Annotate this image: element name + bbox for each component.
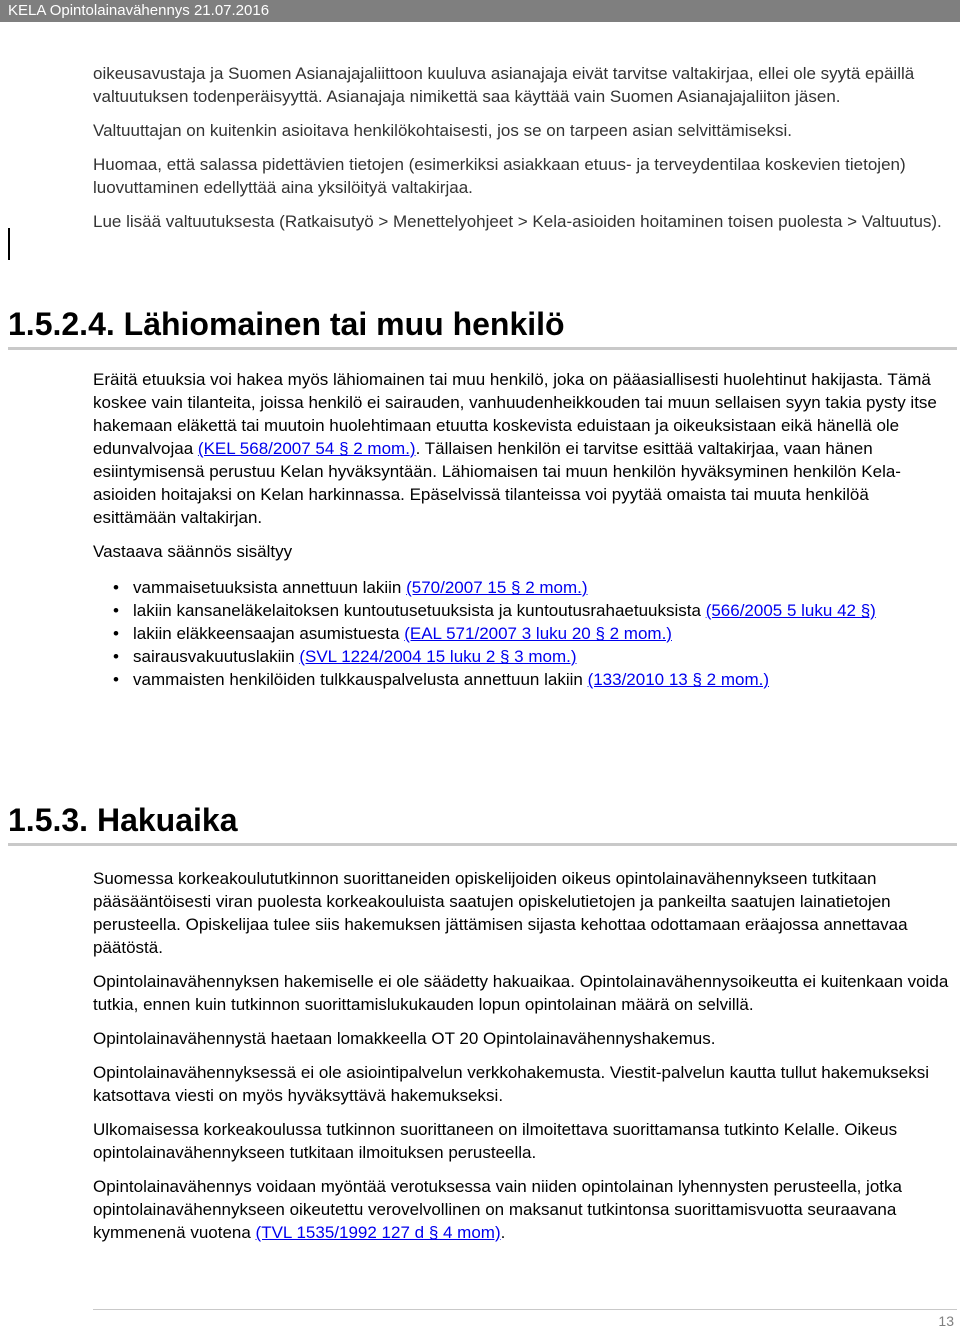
law-link[interactable]: (SVL 1224/2004 15 luku 2 § 3 mom.): [299, 647, 577, 666]
section2-paragraph-3: Opintolainavähennystä haetaan lomakkeella OT 20 Opintolainavähennyshakemus.: [93, 1029, 716, 1048]
list-item-text: lakiin eläkkeensaajan asumistuesta: [133, 624, 405, 643]
section2-body: [93, 867, 955, 1255]
list-item: [93, 599, 955, 622]
section2-paragraph-4: Opintolainavähennyksessä ei ole asiointipalvelun verkkohakemusta. Viestit-palvelun kautta tullut hakemukseksi katsottava viesti on myös hyväksyttävä hakemukseksi.: [93, 1063, 929, 1105]
intro-block: [93, 62, 953, 244]
law-list: [93, 576, 955, 691]
bullet: •: [113, 624, 119, 643]
law-link[interactable]: (133/2010 13 § 2 mom.): [587, 670, 770, 689]
section1-body: [93, 368, 955, 691]
section-heading-block: [8, 304, 957, 350]
law-link[interactable]: (570/2007 15 § 2 mom.): [406, 578, 588, 597]
section2-paragraph-1: Suomessa korkeakoulututkinnon suorittaneiden opiskelijoiden oikeus opintolainavähennykseen tutkitaan pääsääntöisesti viran puolesta korkeakouluista saatujen opiskelutietojen ja pankeilta saatujen lainatietojen perusteella. Opiskelijaa tulee siis hakemuksen jättämisen sijasta kehottaa odottamaan eräajossa annettavaa päätöstä.: [93, 869, 908, 957]
list-item-text: vammaisten henkilöiden tulkkauspalvelusta annettuun lakiin: [133, 670, 588, 689]
list-item: [93, 622, 955, 645]
law-link[interactable]: (EAL 571/2007 3 luku 20 § 2 mom.): [404, 624, 672, 643]
intro-paragraph-2: Valtuuttajan on kuitenkin asioitava henkilökohtaisesti, jos se on tarpeen asian selvittämiseksi.: [93, 121, 792, 140]
list-item-text: lakiin kansaneläkelaitoksen kuntoutusetuuksista ja kuntoutusrahaetuuksista: [133, 601, 706, 620]
bullet: •: [113, 578, 119, 597]
list-item-text: sairausvakuutuslakiin: [133, 647, 300, 666]
intro-paragraph-3: Huomaa, että salassa pidettävien tietojen (esimerkiksi asiakkaan etuus- ja terveydentilaa koskevien tietojen) luovuttaminen edellyttää aina yksilöityä valtakirjaa.: [93, 155, 906, 197]
bullet: •: [113, 647, 119, 666]
section1-p1-text-a: Eräitä etuuksia voi hakea myös lähiomainen tai muu henkilö, joka on pääasiallisesti huolehtinut hakijasta. Tämä koskee vain tilanteita, joissa henkilö ei sairauden, vanhuudenheikkouden tai muun sellaisen syyn takia pysty itse hakemaan eläkettä tai muutoin huolehtimaan etuutta koskevista eduistaan ja oikeuksistaan eikä hänellä ole edunvalvojaa: [93, 370, 937, 458]
law-link-tvl[interactable]: (TVL 1535/1992 127 d § 4 mom): [255, 1223, 501, 1242]
list-item-text: vammaisetuuksista annettuun lakiin: [133, 578, 407, 597]
intro-paragraph-4: Lue lisää valtuutuksesta (Ratkaisutyö > Menettelyohjeet > Kela-asioiden hoitaminen toisen puolesta > Valtuutus).: [93, 212, 942, 231]
section2-p6-text-b: .: [500, 1223, 506, 1242]
change-bar: [8, 228, 10, 260]
bullet: •: [113, 670, 119, 689]
bullet: •: [113, 601, 119, 620]
section1-paragraph-2: Vastaava säännös sisältyy: [93, 542, 293, 561]
section-heading: 1.5.3. Hakuaika: [8, 802, 238, 838]
page-number: 13: [938, 1313, 954, 1329]
section-heading-block: [8, 800, 957, 846]
heading-rule: [8, 843, 957, 846]
law-link[interactable]: (566/2005 5 luku 42 §): [705, 601, 876, 620]
list-item: [93, 645, 955, 668]
header-title: KELA Opintolainavähennys 21.07.2016: [8, 2, 270, 19]
section1-paragraph-1: [93, 368, 955, 529]
section2-paragraph-5: Ulkomaisessa korkeakoulussa tutkinnon suorittaneen on ilmoitettava suorittamansa tutkinto Kelalle. Oikeus opintolainavähennykseen tutkitaan ilmoituksen perusteella.: [93, 1120, 898, 1162]
law-link-kel[interactable]: (KEL 568/2007 54 § 2 mom.): [197, 439, 416, 458]
list-item: [93, 668, 955, 691]
heading-rule: [8, 347, 957, 350]
intro-paragraph-1: oikeusavustaja ja Suomen Asianajajaliittoon kuuluva asianajaja eivät tarvitse valtakirjaa, ellei ole syytä epäillä valtuutuksen todenperäisyyttä. Asianajaja nimikettä saa käyttää vain Suomen Asianajajaliiton jäsen.: [93, 64, 915, 106]
list-item: [93, 576, 955, 599]
section2-p6-text-a: Opintolainavähennys voidaan myöntää verotuksessa vain niiden opintolainan lyhennysten perusteella, jotka opintolainavähennykseen oikeutettu verovelvollinen on maksanut tutkintonsa suorittamisvuotta seuraavana kymmenenä vuotena: [93, 1177, 902, 1242]
section1-p1-text-b: . Tällaisen henkilön ei tarvitse esittää valtakirjaa, vaan hänen esiintymisensä perustuu Kelan hyväksyntään. Lähiomaisen tai muun henkilön hyväksyminen henkilön Kela-asioiden hoitajaksi on Kelan harkinnassa. Epäselvissä tilanteissa voi pyytää omaista tai muuta henkilöä esittämään valtakirjan.: [93, 439, 901, 527]
section2-paragraph-6: [93, 1175, 955, 1244]
footer-rule: [93, 1309, 957, 1310]
section-heading: 1.5.2.4. Lähiomainen tai muu henkilö: [8, 306, 565, 342]
document-header: [0, 0, 960, 22]
section2-paragraph-2: Opintolainavähennyksen hakemiselle ei ole säädetty hakuaikaa. Opintolainavähennysoikeutta ei kuitenkaan voida tutkia, ennen kuin tutkinnon suorittamislukukauden lopun opintolainan määrä on selvillä.: [93, 972, 949, 1014]
